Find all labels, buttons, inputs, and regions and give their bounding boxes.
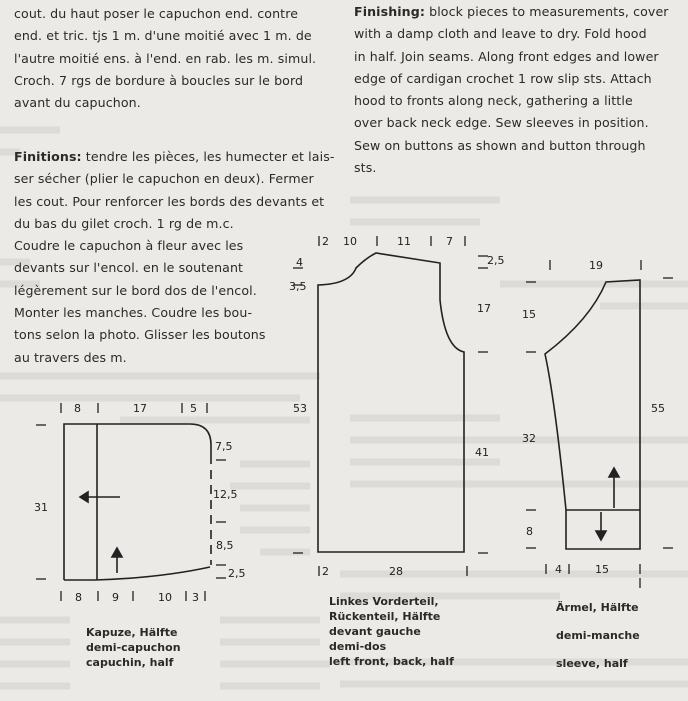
caption-line: sleeve, half — [556, 657, 628, 670]
text-line: au travers des m. — [14, 349, 127, 365]
hood-right-label: 2,5 — [228, 567, 246, 580]
sleeve-bottom-label: 4 — [555, 563, 562, 576]
body-caption — [329, 594, 454, 669]
hood-arrow-left-head — [80, 492, 88, 502]
text-line: sts. — [354, 160, 377, 176]
hood-bottom — [64, 567, 210, 580]
hood-bottom-label: 10 — [158, 591, 172, 604]
body-bottom-label: 28 — [389, 565, 403, 578]
text-line: les cout. Pour renforcer les bords des devants et — [14, 193, 325, 209]
text-line: end. et tric. tjs 1 m. d'une moitié avec 1 m. de — [14, 28, 312, 44]
text-line: Sew on buttons as shown and button through — [354, 137, 646, 153]
hood-bottom-label: 3 — [192, 591, 199, 604]
body-outline — [318, 253, 464, 552]
text-line: Monter les manches. Coudre les bou- — [14, 305, 253, 321]
hood-arrow-up-head — [112, 548, 122, 557]
body-left-label: 53 — [293, 402, 307, 415]
body-diagram — [293, 236, 488, 576]
hood-outline — [64, 424, 211, 580]
body-top-label: 11 — [397, 235, 411, 248]
hood-diagram — [36, 403, 226, 601]
sleeve-arrow-down-head — [596, 531, 606, 540]
hood-left-label: 31 — [34, 501, 48, 514]
sleeve-caption — [556, 594, 640, 678]
body-right-label: 17 — [477, 302, 491, 315]
body-right-label: 2,5 — [487, 254, 505, 267]
caption-line: Linkes Vorderteil, — [329, 595, 439, 608]
hood-right-label: 8,5 — [216, 539, 234, 552]
body-left-label: 4 — [296, 256, 303, 269]
body-left-label: 3,5 — [289, 280, 307, 293]
text-line: Coudre le capuchon à fleur avec les — [14, 238, 244, 254]
text-line: over back neck edge. Sew sleeves in position. — [354, 115, 649, 131]
sleeve-arrow-up-head — [609, 468, 619, 477]
caption-line: capuchin, half — [86, 656, 174, 669]
text-line: with a damp cloth and leave to dry. Fold hood — [354, 26, 647, 42]
text-fragment: block pieces to measurements, cover — [425, 4, 669, 19]
caption-line: left front, back, half — [329, 655, 454, 668]
sleeve-left-label: 15 — [522, 308, 536, 321]
text-line: ser sécher (plier le capuchon en deux). Fermer — [14, 171, 314, 187]
body-bottom-label: 2 — [322, 565, 329, 578]
text-line: in half. Join seams. Along front edges and lower — [354, 48, 659, 64]
text-line: Croch. 7 rgs de bordure à boucles sur le bord — [14, 72, 304, 88]
text-line: devants sur l'encol. en le soutenant — [14, 260, 244, 276]
text-line: légèrement sur le bord dos de l'encol. — [14, 282, 257, 298]
caption-line: Ärmel, Hälfte — [556, 601, 639, 614]
text-line: cout. du haut poser le capuchon end. contre — [14, 6, 299, 21]
hood-bottom-label: 9 — [112, 591, 119, 604]
caption-line: demi-capuchon — [86, 641, 181, 654]
hood-right-label: 7,5 — [215, 440, 233, 453]
sleeve-left-label: 8 — [526, 525, 533, 538]
body-right-label: 41 — [475, 446, 489, 459]
sleeve-right-label: 55 — [651, 402, 665, 415]
text-line: avant du capuchon. — [14, 95, 141, 111]
hood-top-label: 17 — [133, 402, 147, 415]
text-fragment: tendre les pièces, les humecter et lais- — [81, 149, 335, 164]
hood-caption — [86, 625, 181, 670]
text-line: tons selon la photo. Glisser les boutons — [14, 327, 266, 343]
finishing-heading-en: Finishing: — [354, 4, 425, 19]
text-line: hood to fronts along neck, gathering a little — [354, 93, 633, 109]
caption-line: demi-dos — [329, 640, 387, 653]
hood-bottom-label: 8 — [75, 591, 82, 604]
caption-line: devant gauche — [329, 625, 421, 638]
text-line: du bas du gilet croch. 1 rg de m.c. — [14, 215, 234, 231]
finishing-heading-fr: Finitions: — [14, 149, 82, 164]
body-top-label: 10 — [343, 235, 357, 248]
caption-line: Rückenteil, Hälfte — [329, 610, 441, 623]
sleeve-diagram — [526, 260, 673, 588]
sleeve-left-label: 32 — [522, 432, 536, 445]
text-line: l'autre moitié ens. à l'end. en rab. les m. simul. — [14, 50, 317, 66]
body-top-label: 7 — [446, 235, 453, 248]
hood-right-label: 12,5 — [213, 488, 238, 501]
hood-top-label: 8 — [74, 402, 81, 415]
caption-line: Kapuze, Hälfte — [86, 626, 178, 639]
sleeve-outline — [545, 280, 640, 549]
body-top-label: 2 — [322, 235, 329, 248]
sleeve-top-label: 19 — [589, 259, 603, 272]
caption-line: demi-manche — [556, 629, 640, 642]
text-line: edge of cardigan crochet 1 row slip sts. Attach — [354, 70, 652, 86]
sleeve-bottom-label: 15 — [595, 563, 609, 576]
hood-top-label: 5 — [190, 402, 197, 415]
